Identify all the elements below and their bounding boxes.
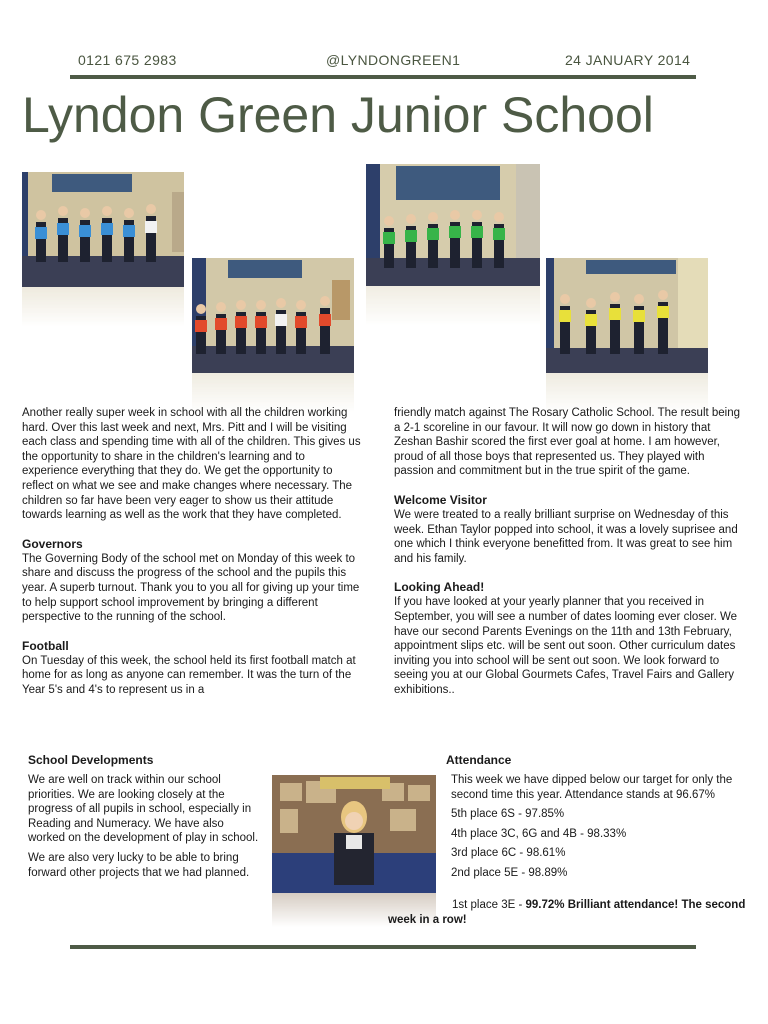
football-paragraph: On Tuesday of this week, the school held its first football match at home for as long as anyone can remember. It was the turn of the Year 5's and 4's to represent us in a [22,654,356,696]
attendance-heading: Attendance [446,753,512,767]
school-title: Lyndon Green Junior School [22,87,654,143]
header-rule [70,75,696,79]
developments-paragraph-1: We are well on track within our school priorities. We are looking closely at the progress of all pupils in school, especially in Reading and Numeracy. We have also worked on the development of play in school. [28,774,259,845]
attendance-5th: 5th place 6S - 97.85% [451,808,565,821]
visitor-paragraph: We were treated to a really brilliant surprise on Wednesday of this week. Ethan Taylor popped into school, it was a lovely suprisee and one which I think everyone benefitted from. It was great to see him and his family. [394,508,738,565]
football-continued-paragraph: friendly match against The Rosary Catholic School. The result being a 2-1 scoreline in our favour. It will now go down in history that Zeshan Bashir scored the first ever goal at home. I am however, proud of all those boys that represented us. They played with passion and commitment but in the true spirit of the game. [394,407,741,478]
class-photo-green-signs [366,164,540,330]
newsletter-date: 24 JANUARY 2014 [565,52,691,68]
twitter-handle: @LYNDONGREEN1 [326,52,461,68]
right-column [394,406,744,712]
attendance-2nd: 2nd place 5E - 98.89% [451,866,568,879]
attendance-1st [388,898,748,927]
looking-ahead-paragraph: If you have looked at your yearly planner that you received in September, you will see a number of dates looming ever closer. We have our second Parents Evenings on the 11th and 13th February, appointment slips etc. will be sent out soon. Other curriculum dates inviting you into school will be sent out soon. We look forward to seeing you at our Global Gourmets Cafes, Travel Fairs and Gallery exhibitions.. [394,596,738,696]
developments-section [28,753,260,894]
intro-paragraph: Another really super week in school with all the children working hard. Over this last week and next, Mrs. Pitt and I will be visiting each class and spending time with all of the children. This gives us the opportunity to share in the children's learning and to experience everything that they do. We get the opportunity to reflect on what we see and make changes where necessary. The children so far have been very eager to show us their attitude towards learning as well as the work that they have completed. [22,407,361,522]
attendance-3rd: 3rd place 6C - 98.61% [451,847,566,860]
looking-ahead-heading: Looking Ahead! [394,580,485,595]
left-column [22,406,362,712]
developments-heading: School Developments [28,753,154,767]
phone-number: 0121 675 2983 [78,52,177,68]
developments-paragraph-2: We are also very lucky to be able to bring forward other projects that we had planned. [28,851,250,879]
footer-rule [70,945,696,949]
attendance-4th: 4th place 3C, 6G and 4B - 98.33% [451,827,627,840]
attendance-intro: This week we have dipped below our target for only the second time this year. Attendance stands at 96.67% [451,774,733,801]
class-photo-red-signs [192,258,354,418]
visitor-heading: Welcome Visitor [394,492,487,507]
governors-heading: Governors [22,536,83,551]
class-photo-yellow-signs [546,258,708,418]
attendance-1st-highlight: 99.72% Brilliant attendance! The second week in a row! [388,899,746,926]
governors-paragraph: The Governing Body of the school met on Monday of this week to share and discuss the progress of the school and the pupils this year. A superb turnout. Thank you to you all for giving up your time to help support school improvement by bringing a different perspective to the running of the school. [22,552,360,624]
attendance-section [451,773,751,886]
attendance-1st-label: 1st place 3E - [452,899,526,911]
class-photo-blue-signs [22,172,184,332]
football-heading: Football [22,638,69,653]
